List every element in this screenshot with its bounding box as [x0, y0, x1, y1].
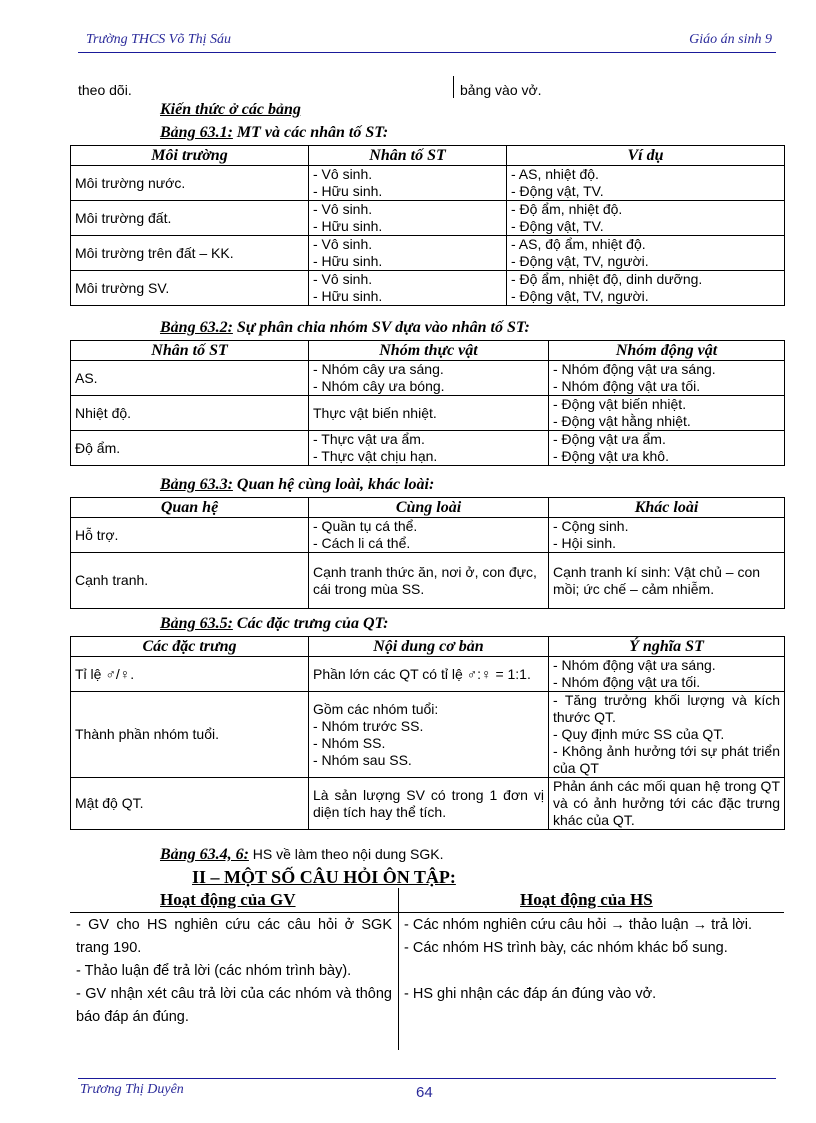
section-title: Kiến thức ở các bảng: [160, 101, 301, 118]
page-footer: [78, 1078, 776, 1101]
table-row: Hỗ trợ. - Quần tụ cá thể. - Cách li cá thể. - Cộng sinh. - Hội sinh.: [71, 518, 785, 553]
table-organism-groups: [70, 340, 785, 466]
table4-caption: Bảng 63.5: Các đặc trưng của QT:: [160, 615, 389, 632]
list-item: - HS ghi nhận các đáp án đúng vào vở.: [404, 986, 657, 1002]
activities-header-line: [70, 912, 784, 913]
list-item: - GV nhận xét câu trả lời của các nhóm và thông báo đáp án đúng.: [76, 986, 392, 1025]
table-relationships: [70, 497, 785, 609]
table2-caption: Bảng 63.2: Sự phân chia nhóm SV dựa vào nhân tố ST:: [160, 319, 530, 336]
gv-activities: [76, 914, 392, 1029]
table4-header: Nội dung cơ bản: [309, 637, 549, 657]
table4-header: Ý nghĩa ST: [549, 637, 785, 657]
table-row: Thành phần nhóm tuổi. Gồm các nhóm tuổi: - Nhóm trước SS. - Nhóm SS. - Nhóm sau SS. - Tăng trưởng khối lượng và kích thước QT. - Quy định mức SS của QT. - Không ảnh hưởng tới sự phát triển của QT: [71, 692, 785, 778]
table-row: Môi trường nước. - Vô sinh. - Hữu sinh. - AS, nhiệt độ. - Động vật, TV.: [71, 166, 785, 201]
note-line: Bảng 63.4, 6: HS về làm theo nội dung SGK.: [160, 846, 444, 863]
table1-header: Môi trường: [71, 146, 309, 166]
hs-activities: [404, 914, 778, 1006]
table3-header: Khác loài: [549, 498, 785, 518]
table3-header: Quan hệ: [71, 498, 309, 518]
intro-divider: [453, 76, 454, 98]
table-row: Độ ẩm. - Thực vật ưa ẩm. - Thực vật chịu hạn. - Động vật ưa ẩm. - Động vật ưa khô.: [71, 431, 785, 466]
table1-caption: Bảng 63.1: MT và các nhân tố ST:: [160, 124, 389, 141]
table3-caption: Bảng 63.3: Quan hệ cùng loài, khác loài:: [160, 476, 435, 493]
table-environment-factors: [70, 145, 785, 306]
list-item: - Các nhóm nghiên cứu câu hỏi → thảo luận → trả lời.: [404, 917, 753, 933]
table-population-traits: [70, 636, 785, 830]
header-subject: Giáo án sinh 9: [689, 32, 772, 47]
table1-header: Ví dụ: [507, 146, 785, 166]
table1-header: Nhân tố ST: [309, 146, 507, 166]
table2-header: Nhóm động vật: [549, 341, 785, 361]
header-school: Trường THCS Võ Thị Sáu: [86, 32, 232, 47]
table-row: Môi trường SV. - Vô sinh. - Hữu sinh. - Độ ẩm, nhiệt độ, dinh dưỡng. - Động vật, TV, người.: [71, 271, 785, 306]
list-item: - Thảo luận để trả lời (các nhóm trình bày).: [76, 963, 352, 979]
gv-heading: Hoạt động của GV: [160, 890, 296, 909]
table2-header: Nhóm thực vật: [309, 341, 549, 361]
table-row: AS. - Nhóm cây ưa sáng. - Nhóm cây ưa bóng. - Nhóm động vật ưa sáng. - Nhóm động vật ưa tối.: [71, 361, 785, 396]
page-number: 64: [416, 1084, 433, 1101]
table4-header: Các đặc trưng: [71, 637, 309, 657]
activities-table: [70, 888, 784, 1050]
table-row: Môi trường trên đất – KK. - Vô sinh. - Hữu sinh. - AS, độ ẩm, nhiệt độ. - Động vật, TV, người.: [71, 236, 785, 271]
table3-header: Cùng loài: [309, 498, 549, 518]
intro-left: theo dõi.: [78, 82, 132, 98]
list-item: - Các nhóm HS trình bày, các nhóm khác bổ sung.: [404, 940, 728, 956]
section2-title: II – MỘT SỐ CÂU HỎI ÔN TẬP:: [192, 867, 456, 887]
table-row: Môi trường đất. - Vô sinh. - Hữu sinh. - Độ ẩm, nhiệt độ. - Động vật, TV.: [71, 201, 785, 236]
hs-heading: Hoạt động của HS: [520, 890, 653, 909]
table-row: Cạnh tranh. Cạnh tranh thức ăn, nơi ở, con đực, cái trong mùa SS. Cạnh tranh kí sinh: Vật chủ – con mồi; ức chế – cảm nhiễm.: [71, 553, 785, 609]
page-header: [78, 30, 776, 53]
table-row: Nhiệt độ. Thực vật biến nhiệt. - Động vật biến nhiệt. - Động vật hằng nhiệt.: [71, 396, 785, 431]
footer-author: Trương Thị Duyên: [80, 1082, 184, 1097]
list-item: - GV cho HS nghiên cứu các câu hỏi ở SGK trang 190.: [76, 917, 392, 956]
table2-header: Nhân tố ST: [71, 341, 309, 361]
table-row: Mật độ QT. Là sản lượng SV có trong 1 đơn vị diện tích hay thể tích. Phản ánh các mối quan hệ trong QT và có ảnh hưởng tới các đặc trưng khác của QT.: [71, 778, 785, 830]
table-row: Tỉ lệ ♂/♀. Phần lớn các QT có tỉ lệ ♂:♀ = 1:1. - Nhóm động vật ưa sáng. - Nhóm động vật ưa tối.: [71, 657, 785, 692]
intro-right: bảng vào vở.: [460, 82, 542, 98]
